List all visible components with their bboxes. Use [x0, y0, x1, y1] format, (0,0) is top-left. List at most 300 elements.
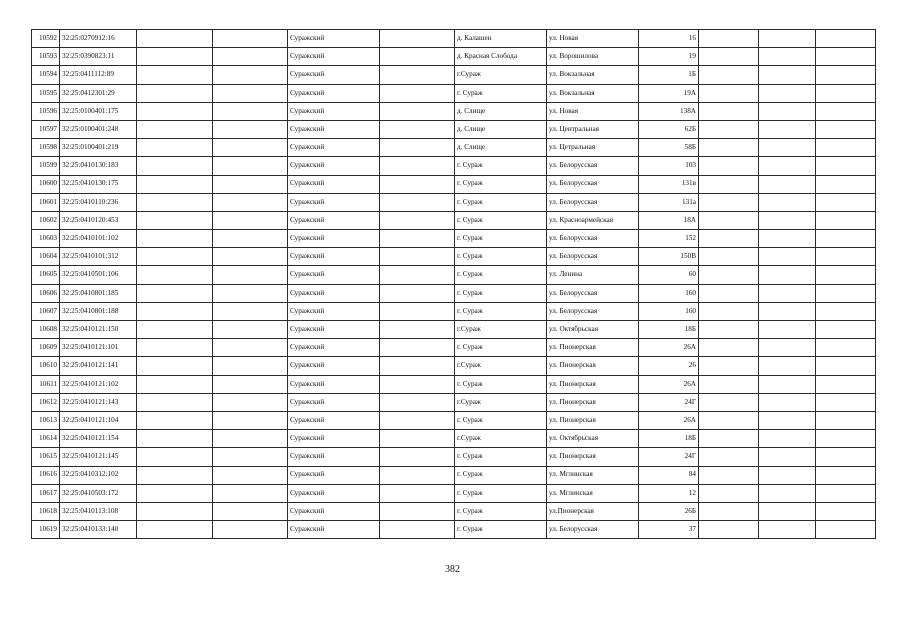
- empty-cell: [213, 448, 288, 466]
- table-row: [32, 321, 876, 339]
- empty-cell: [380, 502, 455, 520]
- empty-cell: [816, 393, 876, 411]
- district-cell: Суражский: [288, 466, 380, 484]
- empty-cell: [759, 393, 816, 411]
- empty-cell: [699, 502, 759, 520]
- row-number-cell: 10595: [32, 84, 60, 102]
- street-cell: ул. Вокзальная: [547, 66, 639, 84]
- district-cell: Суражский: [288, 502, 380, 520]
- empty-cell: [759, 175, 816, 193]
- street-cell: ул. Белорусская: [547, 230, 639, 248]
- empty-cell: [816, 193, 876, 211]
- house-number-cell: 1Б: [639, 66, 699, 84]
- district-cell: Суражский: [288, 139, 380, 157]
- district-cell: Суражский: [288, 430, 380, 448]
- empty-cell: [137, 193, 213, 211]
- page-number: 382: [445, 564, 460, 575]
- empty-cell: [699, 230, 759, 248]
- table-row: [32, 339, 876, 357]
- street-cell: ул. Новая: [547, 102, 639, 120]
- empty-cell: [137, 321, 213, 339]
- cadastral-number-cell: 32:25:0410133:140: [60, 521, 137, 539]
- street-cell: ул. Пионерская: [547, 339, 639, 357]
- empty-cell: [137, 411, 213, 429]
- empty-cell: [380, 248, 455, 266]
- street-cell: ул.Пионерская: [547, 502, 639, 520]
- street-cell: ул. Центральная: [547, 120, 639, 138]
- row-number-cell: 10608: [32, 321, 60, 339]
- house-number-cell: 131в: [639, 175, 699, 193]
- district-cell: Суражский: [288, 521, 380, 539]
- empty-cell: [759, 448, 816, 466]
- district-cell: Суражский: [288, 321, 380, 339]
- street-cell: ул. Белорусская: [547, 248, 639, 266]
- house-number-cell: 37: [639, 521, 699, 539]
- row-number-cell: 10610: [32, 357, 60, 375]
- empty-cell: [137, 521, 213, 539]
- row-number-cell: 10605: [32, 266, 60, 284]
- district-cell: Суражский: [288, 120, 380, 138]
- empty-cell: [380, 302, 455, 320]
- empty-cell: [380, 102, 455, 120]
- table-row: [32, 248, 876, 266]
- empty-cell: [759, 48, 816, 66]
- empty-cell: [213, 284, 288, 302]
- cadastral-number-cell: 32:25:0410130:183: [60, 157, 137, 175]
- district-cell: Суражский: [288, 30, 380, 48]
- cadastral-number-cell: 32:25:0410801:188: [60, 302, 137, 320]
- empty-cell: [213, 139, 288, 157]
- empty-cell: [759, 502, 816, 520]
- empty-cell: [699, 157, 759, 175]
- cadastral-number-cell: 32:25:0412301:29: [60, 84, 137, 102]
- settlement-cell: г. Сураж: [455, 248, 547, 266]
- house-number-cell: 60: [639, 266, 699, 284]
- row-number-cell: 10614: [32, 430, 60, 448]
- empty-cell: [816, 284, 876, 302]
- house-number-cell: 26: [639, 357, 699, 375]
- street-cell: ул. Мглинская: [547, 466, 639, 484]
- empty-cell: [213, 175, 288, 193]
- cadastral-number-cell: 32:25:0410121:104: [60, 411, 137, 429]
- settlement-cell: г. Сураж: [455, 157, 547, 175]
- empty-cell: [759, 102, 816, 120]
- table-row: [32, 102, 876, 120]
- district-cell: Суражский: [288, 284, 380, 302]
- table-row: [32, 139, 876, 157]
- settlement-cell: г.Сураж: [455, 357, 547, 375]
- settlement-cell: г. Сураж: [455, 84, 547, 102]
- street-cell: ул. Белорусская: [547, 193, 639, 211]
- cadastral-number-cell: 32:25:0410121:150: [60, 321, 137, 339]
- district-cell: Суражский: [288, 211, 380, 229]
- district-cell: Суражский: [288, 84, 380, 102]
- cadastral-number-cell: 32:25:0100401:175: [60, 102, 137, 120]
- district-cell: Суражский: [288, 357, 380, 375]
- table-row: [32, 357, 876, 375]
- row-number-cell: 10600: [32, 175, 60, 193]
- table-row: [32, 193, 876, 211]
- street-cell: ул. Вокзальная: [547, 84, 639, 102]
- row-number-cell: 10609: [32, 339, 60, 357]
- settlement-cell: г.Сураж: [455, 321, 547, 339]
- house-number-cell: 62Б: [639, 120, 699, 138]
- table-row: [32, 466, 876, 484]
- settlement-cell: г. Сураж: [455, 521, 547, 539]
- street-cell: ул. Красноармейская: [547, 211, 639, 229]
- table-row: [32, 375, 876, 393]
- empty-cell: [380, 393, 455, 411]
- empty-cell: [699, 466, 759, 484]
- empty-cell: [816, 430, 876, 448]
- house-number-cell: 26А: [639, 411, 699, 429]
- empty-cell: [699, 211, 759, 229]
- empty-cell: [699, 102, 759, 120]
- empty-cell: [137, 120, 213, 138]
- empty-cell: [380, 120, 455, 138]
- empty-cell: [759, 321, 816, 339]
- street-cell: ул. Белорусская: [547, 521, 639, 539]
- empty-cell: [759, 411, 816, 429]
- house-number-cell: 131а: [639, 193, 699, 211]
- empty-cell: [380, 211, 455, 229]
- cadastral-number-cell: 32:25:0410121:143: [60, 393, 137, 411]
- empty-cell: [213, 66, 288, 84]
- table-row: [32, 448, 876, 466]
- empty-cell: [816, 248, 876, 266]
- empty-cell: [759, 120, 816, 138]
- empty-cell: [137, 139, 213, 157]
- empty-cell: [137, 502, 213, 520]
- empty-cell: [137, 248, 213, 266]
- district-cell: Суражский: [288, 393, 380, 411]
- empty-cell: [759, 84, 816, 102]
- table-row: [32, 430, 876, 448]
- row-number-cell: 10617: [32, 484, 60, 502]
- house-number-cell: 19: [639, 48, 699, 66]
- empty-cell: [213, 248, 288, 266]
- row-number-cell: 10619: [32, 521, 60, 539]
- street-cell: ул. Октябрьская: [547, 430, 639, 448]
- empty-cell: [380, 84, 455, 102]
- empty-cell: [759, 66, 816, 84]
- empty-cell: [759, 430, 816, 448]
- house-number-cell: 12: [639, 484, 699, 502]
- empty-cell: [699, 193, 759, 211]
- settlement-cell: д. Слище: [455, 120, 547, 138]
- empty-cell: [759, 339, 816, 357]
- empty-cell: [137, 157, 213, 175]
- house-number-cell: 58Б: [639, 139, 699, 157]
- empty-cell: [759, 193, 816, 211]
- settlement-cell: г. Сураж: [455, 375, 547, 393]
- district-cell: Суражский: [288, 266, 380, 284]
- settlement-cell: г. Сураж: [455, 284, 547, 302]
- table-row: [32, 30, 876, 48]
- table-row: [32, 484, 876, 502]
- empty-cell: [213, 375, 288, 393]
- empty-cell: [380, 193, 455, 211]
- house-number-cell: 19А: [639, 84, 699, 102]
- empty-cell: [699, 430, 759, 448]
- street-cell: ул. Октябрьская: [547, 321, 639, 339]
- street-cell: ул. Ворошилова: [547, 48, 639, 66]
- empty-cell: [759, 30, 816, 48]
- row-number-cell: 10598: [32, 139, 60, 157]
- empty-cell: [759, 521, 816, 539]
- row-number-cell: 10612: [32, 393, 60, 411]
- empty-cell: [380, 375, 455, 393]
- house-number-cell: 138А: [639, 102, 699, 120]
- street-cell: ул. Белорусская: [547, 284, 639, 302]
- empty-cell: [759, 266, 816, 284]
- district-cell: Суражский: [288, 230, 380, 248]
- row-number-cell: 10603: [32, 230, 60, 248]
- empty-cell: [816, 484, 876, 502]
- empty-cell: [380, 48, 455, 66]
- settlement-cell: г. Сураж: [455, 230, 547, 248]
- row-number-cell: 10606: [32, 284, 60, 302]
- empty-cell: [816, 411, 876, 429]
- settlement-cell: г. Сураж: [455, 484, 547, 502]
- settlement-cell: г. Сураж: [455, 193, 547, 211]
- row-number-cell: 10616: [32, 466, 60, 484]
- empty-cell: [816, 502, 876, 520]
- cadastral-number-cell: 32:25:0411112:89: [60, 66, 137, 84]
- empty-cell: [759, 357, 816, 375]
- empty-cell: [380, 30, 455, 48]
- empty-cell: [213, 102, 288, 120]
- row-number-cell: 10592: [32, 30, 60, 48]
- empty-cell: [699, 120, 759, 138]
- empty-cell: [137, 102, 213, 120]
- empty-cell: [759, 484, 816, 502]
- empty-cell: [380, 448, 455, 466]
- street-cell: ул. Пионерская: [547, 411, 639, 429]
- empty-cell: [816, 48, 876, 66]
- empty-cell: [816, 321, 876, 339]
- empty-cell: [380, 466, 455, 484]
- row-number-cell: 10613: [32, 411, 60, 429]
- empty-cell: [759, 139, 816, 157]
- table-row: [32, 48, 876, 66]
- empty-cell: [759, 157, 816, 175]
- table-row: [32, 175, 876, 193]
- street-cell: ул. Ленина: [547, 266, 639, 284]
- row-number-cell: 10607: [32, 302, 60, 320]
- district-cell: Суражский: [288, 248, 380, 266]
- empty-cell: [699, 375, 759, 393]
- empty-cell: [213, 30, 288, 48]
- house-number-cell: 18Б: [639, 430, 699, 448]
- row-number-cell: 10597: [32, 120, 60, 138]
- empty-cell: [213, 266, 288, 284]
- cadastral-number-cell: 32:25:0100401:248: [60, 120, 137, 138]
- empty-cell: [699, 448, 759, 466]
- cadastral-number-cell: 32:25:0270912:16: [60, 30, 137, 48]
- empty-cell: [213, 430, 288, 448]
- empty-cell: [137, 448, 213, 466]
- empty-cell: [759, 211, 816, 229]
- empty-cell: [816, 302, 876, 320]
- settlement-cell: г.Сураж: [455, 393, 547, 411]
- table-row: [32, 393, 876, 411]
- house-number-cell: 18Б: [639, 321, 699, 339]
- district-cell: Суражский: [288, 48, 380, 66]
- street-cell: ул. Пионерская: [547, 448, 639, 466]
- house-number-cell: 18А: [639, 211, 699, 229]
- table-row: [32, 120, 876, 138]
- empty-cell: [213, 193, 288, 211]
- cadastral-number-cell: 32:25:0410101:102: [60, 230, 137, 248]
- empty-cell: [699, 357, 759, 375]
- table-row: [32, 84, 876, 102]
- empty-cell: [816, 230, 876, 248]
- empty-cell: [137, 339, 213, 357]
- table-row: [32, 211, 876, 229]
- empty-cell: [816, 102, 876, 120]
- empty-cell: [380, 521, 455, 539]
- empty-cell: [816, 375, 876, 393]
- cadastral-number-cell: 32:25:0410110:236: [60, 193, 137, 211]
- settlement-cell: д. Слище: [455, 102, 547, 120]
- empty-cell: [213, 466, 288, 484]
- empty-cell: [699, 302, 759, 320]
- district-cell: Суражский: [288, 66, 380, 84]
- empty-cell: [699, 521, 759, 539]
- empty-cell: [699, 484, 759, 502]
- house-number-cell: 160: [639, 284, 699, 302]
- street-cell: ул. Пионерская: [547, 375, 639, 393]
- settlement-cell: г. Сураж: [455, 502, 547, 520]
- district-cell: Суражский: [288, 302, 380, 320]
- empty-cell: [213, 411, 288, 429]
- empty-cell: [137, 430, 213, 448]
- empty-cell: [213, 157, 288, 175]
- empty-cell: [137, 357, 213, 375]
- house-number-cell: 150В: [639, 248, 699, 266]
- empty-cell: [816, 139, 876, 157]
- house-number-cell: 26А: [639, 375, 699, 393]
- empty-cell: [380, 339, 455, 357]
- cadastral-number-cell: 32:25:0390823:11: [60, 48, 137, 66]
- street-cell: ул. Пионерская: [547, 357, 639, 375]
- district-cell: Суражский: [288, 175, 380, 193]
- empty-cell: [137, 302, 213, 320]
- settlement-cell: г.Сураж: [455, 430, 547, 448]
- empty-cell: [699, 48, 759, 66]
- cadastral-number-cell: 32:25:0410121:154: [60, 430, 137, 448]
- table-row: [32, 66, 876, 84]
- settlement-cell: г. Сураж: [455, 466, 547, 484]
- cadastral-number-cell: 32:25:0410120:453: [60, 211, 137, 229]
- empty-cell: [137, 266, 213, 284]
- cadastral-number-cell: 32:25:0410113:108: [60, 502, 137, 520]
- empty-cell: [380, 430, 455, 448]
- house-number-cell: 152: [639, 230, 699, 248]
- empty-cell: [816, 66, 876, 84]
- house-number-cell: 26А: [639, 339, 699, 357]
- empty-cell: [759, 375, 816, 393]
- empty-cell: [816, 339, 876, 357]
- row-number-cell: 10594: [32, 66, 60, 84]
- table-row: [32, 157, 876, 175]
- empty-cell: [699, 84, 759, 102]
- empty-cell: [213, 211, 288, 229]
- table-row: [32, 302, 876, 320]
- settlement-cell: г. Сураж: [455, 211, 547, 229]
- house-number-cell: 160: [639, 302, 699, 320]
- empty-cell: [699, 139, 759, 157]
- settlement-cell: г. Сураж: [455, 302, 547, 320]
- settlement-cell: г. Сураж: [455, 339, 547, 357]
- empty-cell: [816, 120, 876, 138]
- empty-cell: [380, 411, 455, 429]
- table-row: [32, 230, 876, 248]
- empty-cell: [380, 266, 455, 284]
- table-row: [32, 284, 876, 302]
- house-number-cell: 24Г: [639, 448, 699, 466]
- empty-cell: [816, 521, 876, 539]
- row-number-cell: 10615: [32, 448, 60, 466]
- row-number-cell: 10596: [32, 102, 60, 120]
- row-number-cell: 10611: [32, 375, 60, 393]
- empty-cell: [699, 411, 759, 429]
- empty-cell: [213, 521, 288, 539]
- empty-cell: [137, 30, 213, 48]
- empty-cell: [137, 48, 213, 66]
- cadastral-number-cell: 32:25:0410130:175: [60, 175, 137, 193]
- empty-cell: [816, 84, 876, 102]
- empty-cell: [380, 484, 455, 502]
- settlement-cell: д. Калашен: [455, 30, 547, 48]
- district-cell: Суражский: [288, 375, 380, 393]
- empty-cell: [380, 357, 455, 375]
- empty-cell: [759, 230, 816, 248]
- empty-cell: [380, 321, 455, 339]
- house-number-cell: 24Г: [639, 393, 699, 411]
- row-number-cell: 10618: [32, 502, 60, 520]
- street-cell: ул. Пионерская: [547, 393, 639, 411]
- empty-cell: [816, 157, 876, 175]
- registry-body: [32, 30, 876, 539]
- cadastral-number-cell: 32:25:0410503:172: [60, 484, 137, 502]
- empty-cell: [213, 48, 288, 66]
- empty-cell: [380, 175, 455, 193]
- empty-cell: [816, 30, 876, 48]
- empty-cell: [213, 84, 288, 102]
- row-number-cell: 10602: [32, 211, 60, 229]
- cadastral-number-cell: 32:25:0410312:102: [60, 466, 137, 484]
- registry-table: [31, 29, 876, 539]
- empty-cell: [213, 230, 288, 248]
- empty-cell: [137, 175, 213, 193]
- settlement-cell: г. Сураж: [455, 448, 547, 466]
- empty-cell: [380, 230, 455, 248]
- district-cell: Суражский: [288, 102, 380, 120]
- district-cell: Суражский: [288, 157, 380, 175]
- empty-cell: [380, 139, 455, 157]
- empty-cell: [137, 484, 213, 502]
- empty-cell: [699, 266, 759, 284]
- house-number-cell: 26Б: [639, 502, 699, 520]
- empty-cell: [137, 211, 213, 229]
- empty-cell: [759, 284, 816, 302]
- empty-cell: [699, 66, 759, 84]
- settlement-cell: г. Сураж: [455, 175, 547, 193]
- settlement-cell: г. Сураж: [455, 266, 547, 284]
- district-cell: Суражский: [288, 484, 380, 502]
